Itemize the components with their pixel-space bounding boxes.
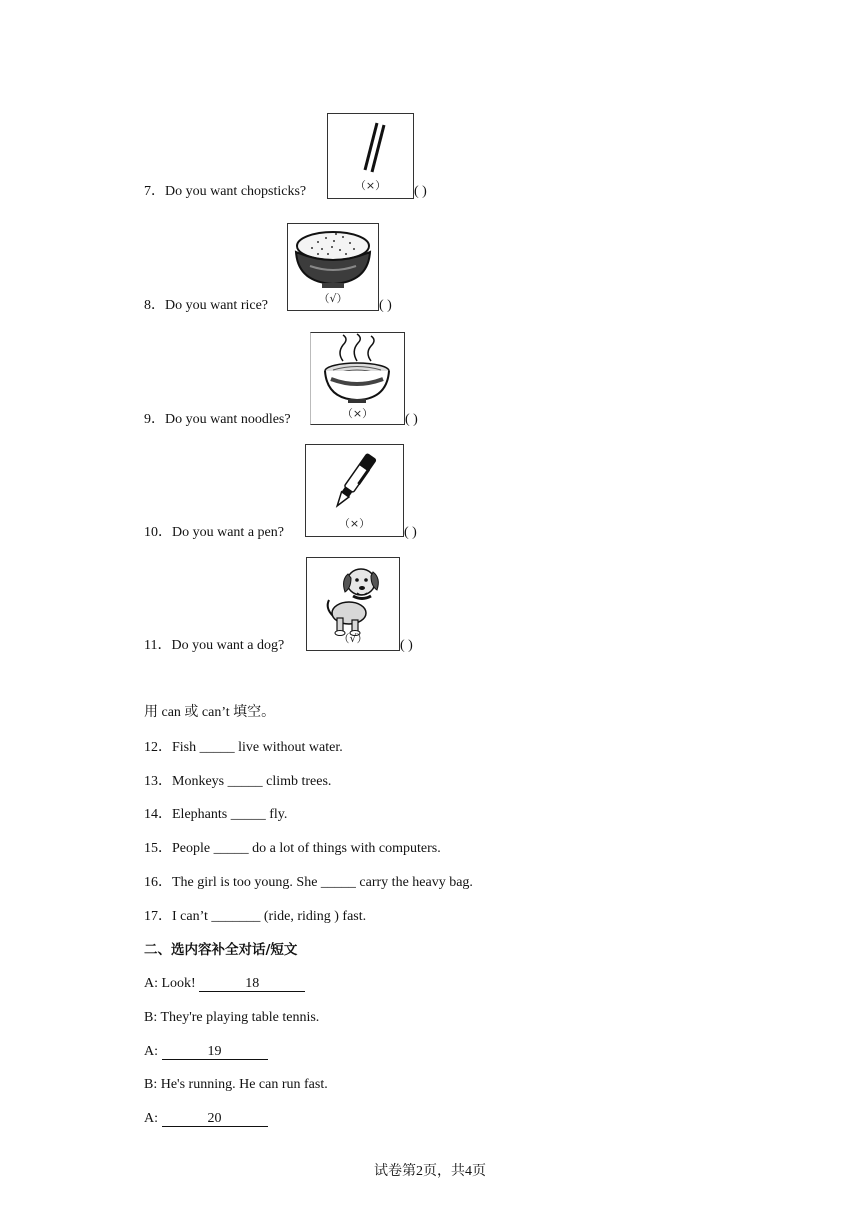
question-10 bbox=[144, 524, 284, 542]
section-instruction: 用 can 或 can’t 填空。 bbox=[144, 705, 276, 720]
question-text: Monkeys _____ climb trees. bbox=[172, 774, 332, 789]
question-text: Do you want a pen? bbox=[172, 525, 284, 540]
speaker: B: bbox=[144, 1077, 161, 1092]
chopsticks-picture bbox=[327, 113, 414, 199]
question-16 bbox=[144, 874, 473, 892]
question-text: Elephants _____ fly. bbox=[172, 807, 288, 822]
dialogue-line-2 bbox=[144, 1009, 319, 1027]
question-9 bbox=[144, 411, 291, 429]
question-7 bbox=[144, 183, 306, 201]
answer-parentheses: ( ) bbox=[404, 525, 417, 540]
question-number: 12． bbox=[144, 740, 172, 755]
question-number: 14． bbox=[144, 807, 172, 822]
question-number: 10． bbox=[144, 525, 172, 540]
pen-picture bbox=[305, 444, 404, 537]
question-text: Do you want noodles? bbox=[165, 412, 291, 427]
question-text: Do you want a dog? bbox=[171, 638, 285, 653]
dialogue-line-3 bbox=[144, 1043, 268, 1061]
answer-mark: （×） bbox=[354, 179, 387, 192]
question-text: I can’t _______ (ride, riding ) fast. bbox=[172, 909, 367, 924]
question-number: 15． bbox=[144, 841, 172, 856]
dialogue-line-4 bbox=[144, 1076, 328, 1094]
dialogue-line-1 bbox=[144, 975, 305, 993]
dialogue-text: They're playing table tennis. bbox=[160, 1010, 320, 1025]
question-15 bbox=[144, 840, 441, 858]
question-17 bbox=[144, 908, 366, 926]
question-number: 17． bbox=[144, 909, 172, 924]
question-text: Do you want rice? bbox=[165, 298, 269, 313]
answer-mark: （√） bbox=[318, 292, 348, 305]
question-8 bbox=[144, 297, 268, 315]
answer-mark: （×） bbox=[338, 517, 371, 530]
page-footer: 试卷第2页，共4页 bbox=[374, 1164, 486, 1179]
question-13 bbox=[144, 773, 331, 791]
question-12 bbox=[144, 739, 343, 757]
question-14 bbox=[144, 806, 287, 824]
speaker: B: bbox=[144, 1010, 161, 1025]
question-number: 7． bbox=[144, 184, 165, 199]
answer-mark: （×） bbox=[341, 407, 374, 420]
rice-picture bbox=[287, 223, 379, 311]
answer-parentheses: ( ) bbox=[414, 184, 427, 199]
answer-parentheses: ( ) bbox=[405, 412, 418, 427]
question-number: 8． bbox=[144, 298, 165, 313]
blank-19[interactable]: 19 bbox=[162, 1044, 268, 1060]
speaker: A: bbox=[144, 1044, 162, 1059]
question-number: 11． bbox=[144, 638, 172, 653]
answer-parentheses: ( ) bbox=[400, 638, 413, 653]
speaker: A: bbox=[144, 1111, 162, 1126]
dialogue-text: Look! bbox=[161, 976, 200, 991]
section-heading: 二、选内容补全对话/短文 bbox=[144, 942, 298, 958]
answer-mark: （√） bbox=[338, 632, 368, 645]
dog-picture bbox=[306, 557, 400, 651]
question-text: Fish _____ live without water. bbox=[172, 740, 343, 755]
dialogue-text: He's running. He can run fast. bbox=[160, 1077, 328, 1092]
question-text: Do you want chopsticks? bbox=[165, 184, 307, 199]
answer-parentheses: ( ) bbox=[379, 298, 392, 313]
noodles-picture bbox=[310, 332, 405, 425]
question-number: 16． bbox=[144, 875, 172, 890]
question-text: The girl is too young. She _____ carry the heavy bag. bbox=[172, 875, 473, 890]
blank-20[interactable]: 20 bbox=[162, 1111, 268, 1127]
question-11 bbox=[144, 637, 284, 655]
question-number: 9． bbox=[144, 412, 165, 427]
dialogue-line-5 bbox=[144, 1110, 268, 1128]
blank-18[interactable]: 18 bbox=[199, 976, 305, 992]
question-text: People _____ do a lot of things with computers. bbox=[172, 841, 441, 856]
question-number: 13． bbox=[144, 774, 172, 789]
speaker: A: bbox=[144, 976, 162, 991]
